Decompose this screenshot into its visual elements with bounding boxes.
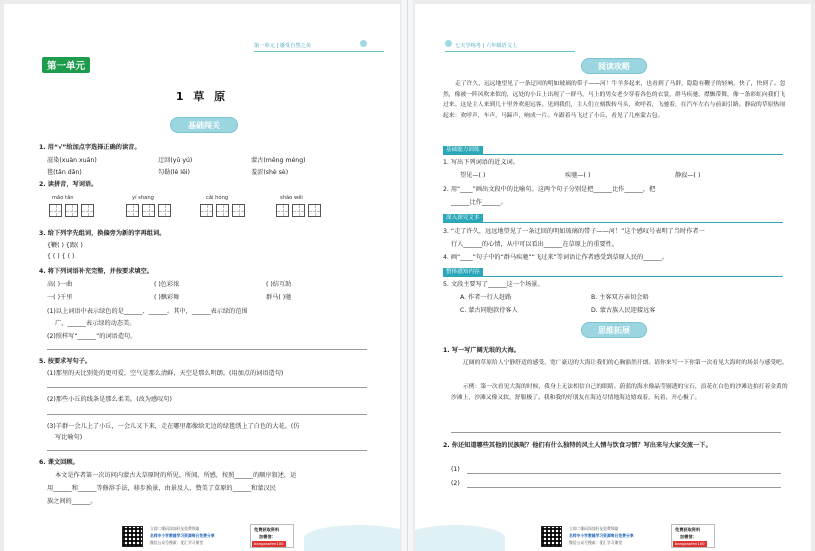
tag-basic: 基础能力训练 bbox=[443, 146, 483, 154]
footer-wave bbox=[415, 525, 505, 551]
tag-rule bbox=[443, 222, 783, 223]
q4-idiom: 高( )一曲 bbox=[47, 281, 73, 288]
q5-title: 5. 按要求写句子。 bbox=[39, 358, 92, 365]
footer-tag: 立即二维码添加好友免费领取 bbox=[569, 526, 619, 531]
rq1-item: 疾驰—( ) bbox=[565, 172, 591, 179]
q2-pinyin: mǎo tǎn bbox=[52, 195, 74, 201]
q4-title: 4. 将下列词语补充完整，并按要求填空。 bbox=[39, 268, 153, 275]
footer-box-sub: 加微信： bbox=[680, 534, 697, 539]
q1-option: 迂回(yū yú) bbox=[158, 157, 193, 164]
q5-sentence: (2)那些小丘的线条是那么柔美。(改为感叹句) bbox=[47, 396, 172, 403]
rq5-option[interactable]: C. 蒙古同胞款待客人 bbox=[460, 307, 518, 314]
writing-grid[interactable] bbox=[126, 204, 171, 217]
answer-line[interactable] bbox=[47, 450, 367, 451]
footer-line1: 名师中小学教辅学习资源每日免费分享 bbox=[150, 533, 215, 538]
footer-line2: 微信公众号搜索：优汇学习课堂 bbox=[569, 540, 623, 545]
q4-idiom: ( )色彩浓 bbox=[154, 281, 180, 288]
section-extension: 思维拓展 bbox=[581, 322, 647, 338]
q4-idiom: 一( )千里 bbox=[47, 294, 73, 301]
running-head: 第一单元 | 感受自然之美 bbox=[254, 43, 311, 49]
answer-line[interactable] bbox=[451, 432, 781, 433]
q4-idiom: ( )结互助 bbox=[266, 281, 292, 288]
q2-title: 2. 读拼音，写词语。 bbox=[39, 181, 98, 188]
q6-title: 6. 课文回顾。 bbox=[39, 459, 79, 466]
rq5-option[interactable]: D. 蒙古族人民迎接远客 bbox=[591, 307, 656, 314]
left-page bbox=[4, 4, 400, 551]
q2-pinyin: cǎi hóng bbox=[206, 195, 229, 201]
q6-line: 本文是作者第一次访问内蒙古大草原时的所见、所闻、所感，按照______的顺序叙述，运 bbox=[55, 472, 297, 479]
tag-overall: 整体感知内容 bbox=[443, 268, 483, 276]
rq5-option[interactable]: B. 主客双方亲切会晤 bbox=[591, 294, 649, 301]
tag-rule bbox=[443, 276, 783, 277]
footer-box-title: 免费获取资料 bbox=[254, 527, 280, 532]
ext1-example: 示例：第一次看见大海的时候，我身上无法相信自己的眼睛。蔚蓝的海水像晶莹剔透的宝石，浪花在白色的沙滩边拍打着金黄的沙滩上，沙滩又像又软，舒服极了。我和我的好朋友在海边尽情地海边嬉戏着，玩着，开心极了。 bbox=[451, 384, 788, 401]
footer-wave bbox=[304, 525, 400, 551]
ext2-title: 2. 你还知道哪些其他的民族呢？他们有什么独特的风土人情与饮食习惯？写出来与大家交流一下。 bbox=[443, 442, 712, 449]
q3-title: 3. 给下列字先组词，换偏旁为新的字再组词。 bbox=[39, 230, 166, 237]
tag-explore: 深入探究文本 bbox=[443, 214, 483, 222]
lesson-title: 1 草 原 bbox=[175, 90, 229, 103]
footer-wechat-id: bangzaofen100 bbox=[254, 541, 284, 546]
q1-option: 蒙古(měng méng) bbox=[251, 157, 306, 164]
q1-option: 羞涩(shè sè) bbox=[251, 169, 289, 176]
q6-line: 族之间的______。 bbox=[47, 498, 97, 505]
unit-badge: 第一单元 bbox=[42, 57, 90, 73]
rq2: 2. 用“____”画出文段中的比喻句。这两个句子分别是把______比作______，把 bbox=[443, 186, 656, 193]
rq5: 5. 文段主要写了______这一个场景。 bbox=[443, 281, 544, 288]
footer-wechat-id: bangzaofen100 bbox=[675, 541, 705, 546]
reading-passage: 走了许久，远远地望见了一条迂回的明如玻璃的带子——河！牛羊多起来，也看到了马群，隐隐有鞭子的轻响，快了，快到了。忽然，像被一阵风吹来似的，远处的小丘上出现了一群马，马上的男女老少穿着各色的衣裳，群马疾驰，襟飘带舞，像一条彩虹向我们飞过来。这是主人来到几十里外欢迎远客。见到我们，主人们立刻拨转马头，欢呼着，飞驰着，在汽车左右与前面引路。静寂的草原热闹起来：欢呼声，车声，马蹄声，响成一片。车跟着马飞过了小丘，看见了几座蒙古包。 bbox=[443, 81, 786, 119]
rq2-cont: ______比作______。 bbox=[451, 199, 507, 206]
q5-sentence-cont: 写比喻句) bbox=[55, 434, 83, 441]
q4-idiom: 群马( )驰 bbox=[266, 294, 292, 301]
q1-option: 毯(tǎn dǎn) bbox=[47, 169, 82, 176]
answer-line[interactable] bbox=[467, 487, 781, 488]
ext1-body: 辽阔的草原给人宁静舒适的感受，宽广豪迈的大海让我们的心胸豁然开朗。请你来写一下你第一次看见大海时的场景与感受吧。 bbox=[463, 360, 788, 366]
flower-icon bbox=[360, 40, 367, 47]
book-spine bbox=[407, 0, 408, 551]
rq1-item: 静寂—( ) bbox=[675, 172, 701, 179]
answer-line[interactable] bbox=[47, 414, 367, 415]
flower-icon bbox=[445, 40, 452, 47]
ext2-line-label: (2) bbox=[451, 480, 460, 487]
q4-sub1: (1)以上词语中表示绿色的是______、______。其中，______表示绿的范围 bbox=[47, 308, 248, 315]
q3-line: {鞭( ) {跟( ) bbox=[47, 242, 83, 249]
right-page bbox=[415, 4, 811, 551]
running-head: 七天学练考 | 六年级语文上 bbox=[455, 43, 518, 49]
q4-sub1-cont: 广，______表示绿的动态美。 bbox=[55, 320, 136, 327]
qr-code-icon[interactable] bbox=[541, 526, 562, 547]
rq1-title: 1. 写出下列词语的近义词。 bbox=[443, 159, 519, 166]
ext1-title: 1. 写一写广阔无垠的大海。 bbox=[443, 347, 520, 354]
section-basics: 基础闯关 bbox=[170, 117, 238, 133]
q2-pinyin: shāo wěi bbox=[280, 195, 303, 201]
qr-code-icon[interactable] bbox=[122, 526, 143, 547]
writing-grid[interactable] bbox=[200, 204, 245, 217]
header-rule bbox=[254, 51, 384, 52]
footer-tag: 立即二维码添加好友免费领取 bbox=[150, 526, 200, 531]
footer-line2: 微信公众号搜索：优汇学习课堂 bbox=[150, 540, 204, 545]
q3-line: { ( ) { ( ) bbox=[47, 253, 75, 260]
q5-sentence: (1)那里的天比别处的更可爱，空气是那么清鲜，天空是那么明朗。(用加点的词语造句) bbox=[47, 370, 284, 377]
writing-grid[interactable] bbox=[276, 204, 321, 217]
rq1-item: 望见—( ) bbox=[460, 172, 486, 179]
answer-line[interactable] bbox=[47, 349, 367, 350]
q4-sub2: (2)照样写“______”的词语造句。 bbox=[47, 333, 137, 340]
writing-grid[interactable] bbox=[49, 204, 94, 217]
footer-box-sub: 加微信： bbox=[259, 534, 276, 539]
rq3-cont: 行人______的心情，从中可以看出______在草原上的重要性。 bbox=[451, 241, 619, 248]
rq4: 4. 画“____”句子中的“群马疾驰”“飞过来”等词语让作者感受到草原人民的______。 bbox=[443, 254, 669, 261]
q1-title: 1. 用“√”给加点字选择正确的读音。 bbox=[39, 144, 141, 151]
section-reading: 阅读攻略 bbox=[581, 58, 647, 74]
q2-pinyin: yí shang bbox=[132, 195, 154, 201]
q4-idiom: ( )飘彩舞 bbox=[154, 294, 180, 301]
rq5-option[interactable]: A. 作者一行人赶路 bbox=[460, 294, 512, 301]
q1-option: 渲染(xuàn xuān) bbox=[47, 157, 97, 164]
q6-line: 用______和______等修辞手法，移步换景，由景及人，赞美了草原的______和蒙汉民 bbox=[47, 485, 276, 492]
footer-line1: 名师中小学教辅学习资源每日免费分享 bbox=[569, 533, 634, 538]
footer-box-title: 免费获取资料 bbox=[675, 527, 701, 532]
q1-option: 勾勒(lè lēi) bbox=[158, 169, 190, 176]
answer-line[interactable] bbox=[467, 473, 781, 474]
tag-rule bbox=[443, 154, 783, 155]
header-rule bbox=[445, 51, 575, 52]
ext2-line-label: (1) bbox=[451, 466, 460, 473]
answer-line[interactable] bbox=[47, 387, 367, 388]
q5-sentence: (3)羊群一会儿上了小丘，一会儿又下来，走在哪里都像给无边的绿毯绣上了白色的大花。(仿 bbox=[47, 423, 300, 430]
rq3: 3. “走了许久，远远地望见了一条迂回的明如玻璃的带子——河！”这个感叹号表明了当时作者一 bbox=[443, 228, 705, 235]
